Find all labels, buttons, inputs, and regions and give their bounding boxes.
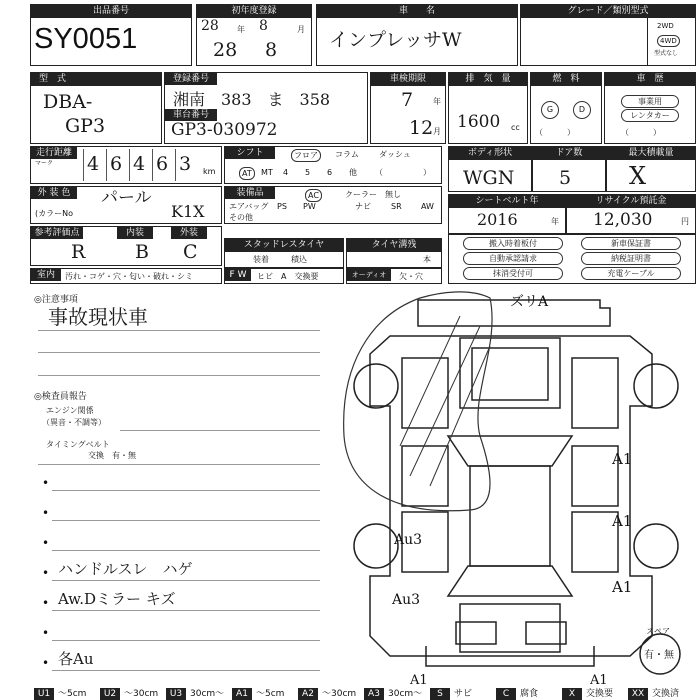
grade-label: グレード／類別型式 — [521, 5, 695, 18]
windshield — [448, 436, 572, 466]
legend-key: A3 — [364, 688, 384, 700]
inspector-label: ◎検査員報告 — [34, 392, 87, 402]
drive-type-divider — [647, 18, 648, 65]
note-line — [38, 464, 320, 465]
equipment-item: AW — [421, 202, 434, 211]
note-line — [120, 430, 320, 431]
first-reg-era: 28 — [201, 18, 219, 34]
recycle-unit: 円 — [681, 217, 689, 226]
tire-tread-unit: 本 — [423, 255, 431, 264]
inspection-month: 12 — [409, 117, 434, 139]
equipment-box — [224, 186, 442, 224]
wheel-front-left — [354, 364, 398, 408]
wheel-front-right — [634, 364, 678, 408]
bullet-dot: • — [42, 566, 50, 580]
displacement-value: 1600 — [457, 112, 501, 132]
tire-tread-label: タイヤ溝残 — [347, 239, 441, 252]
mileage-unit: km — [203, 167, 216, 176]
equipment-item: ナビ — [355, 202, 371, 211]
legend-value: 交換済 — [652, 689, 680, 699]
interior-score-value: B — [135, 241, 149, 263]
model-box — [30, 72, 162, 144]
bullet-text: ハンドルスレ ハゲ — [58, 560, 193, 578]
shift-option: 他 — [349, 168, 357, 177]
first-reg-era-2: 28 — [213, 39, 238, 61]
note-line — [38, 330, 320, 331]
seatbelt-box — [448, 194, 566, 234]
fuel-label: 燃 料 — [531, 73, 601, 86]
seatbelt-label: シートベルト年 — [449, 195, 565, 208]
note-line — [38, 375, 320, 376]
lot-number-label: 出品番号 — [31, 5, 191, 18]
drive-2wd: 2WD — [657, 22, 674, 30]
damage-mark: A1 — [612, 578, 633, 596]
model-value-2: GP3 — [65, 115, 106, 137]
inspection-year: 7 — [401, 89, 414, 111]
fuel-g-option: G — [541, 101, 559, 119]
note-line — [52, 550, 320, 551]
damage-mark: A1 — [612, 512, 633, 530]
equipment-label: 装備品 — [225, 187, 275, 199]
color-label: 外 装 色 — [31, 187, 77, 199]
shift-option: コラム — [335, 150, 359, 159]
legend-key: A1 — [232, 688, 252, 700]
right-fender — [572, 358, 618, 428]
timing-belt-label: タイミングベルト — [46, 440, 110, 449]
tire-tread-box — [346, 238, 442, 268]
recycle-value: 12,030 — [593, 210, 653, 230]
chassis-value: GP3-030972 — [171, 120, 278, 140]
doors-value: 5 — [559, 167, 572, 189]
damage-hatch — [400, 316, 490, 486]
drive-none: 型式なし — [654, 50, 679, 57]
first-reg-month: 8 — [259, 18, 268, 34]
first-reg-month-2: 8 — [265, 39, 278, 61]
legend-value: ～5cm — [256, 689, 285, 699]
note-line — [38, 352, 320, 353]
bullet-dot: • — [42, 476, 50, 490]
mileage-digit: 4 — [133, 153, 146, 175]
model-value-1: DBA- — [43, 91, 93, 113]
registration-box — [164, 72, 368, 144]
capacity-label: 最大積載量 — [607, 147, 695, 160]
doors-box — [532, 146, 606, 192]
first-reg-month-unit: 月 — [297, 25, 305, 34]
studless-mounted: 装着 — [253, 255, 269, 264]
legend-key: X — [562, 688, 582, 700]
legend-value: ～5cm — [58, 689, 87, 699]
damage-mark: A1 — [590, 673, 608, 686]
car-damage-diagram — [330, 286, 700, 686]
bullet-dot: • — [42, 656, 50, 670]
engine-label: エンジン関係 — [46, 406, 94, 415]
capacity-box — [606, 146, 696, 192]
ref-score-value: R — [71, 241, 86, 263]
studless-label: スタッドレスタイヤ — [225, 239, 343, 252]
shift-option: MT — [261, 168, 273, 177]
lot-id: SY0051 — [34, 23, 138, 55]
car-name-value: インプレッサW — [329, 29, 462, 51]
recycle-label: リサイクル預託金 — [567, 195, 695, 208]
equipment-item: PW — [303, 202, 316, 211]
hood-inner — [472, 348, 548, 400]
category-box — [604, 72, 696, 144]
rental-car: レンタカー — [621, 109, 679, 122]
studless-box — [224, 238, 344, 268]
mileage-digit: 6 — [110, 153, 123, 175]
legend-value: 腐食 — [520, 689, 539, 699]
capacity-value: X — [629, 162, 647, 190]
exterior-score-value: C — [183, 241, 198, 263]
legend-key: U3 — [166, 688, 186, 700]
displacement-unit: cc — [511, 123, 520, 132]
bullet-text: 各Au — [58, 650, 94, 668]
legend-value: 交換要 — [586, 689, 614, 699]
document-item: 充電ケーブル — [581, 267, 681, 280]
legend-key: S — [430, 688, 450, 700]
rear-window — [448, 566, 572, 596]
rating-box — [30, 226, 222, 266]
bullet-dot: • — [42, 536, 50, 550]
displacement-label: 排 気 量 — [449, 73, 527, 86]
legend-value: ～30cm — [322, 689, 357, 699]
wheel-rear-right — [634, 524, 678, 568]
bullet-dot: • — [42, 596, 50, 610]
body-type-value: WGN — [463, 167, 515, 189]
fuel-d-option: D — [573, 101, 591, 119]
shift-option: ダッシュ — [379, 150, 411, 159]
legend-key: XX — [628, 688, 648, 700]
ref-score-label: 参考評価点 — [31, 227, 83, 239]
timing-belt-value: 交換 有・無 — [88, 451, 136, 460]
mileage-digit: 6 — [156, 153, 169, 175]
mileage-digit: 4 — [87, 153, 100, 175]
trunk-panel — [460, 604, 560, 652]
document-item: 抹消受付可 — [463, 267, 563, 280]
note-line — [52, 610, 320, 611]
displacement-box — [448, 72, 528, 144]
equipment-item: PS — [277, 202, 287, 211]
windshield-box — [224, 268, 344, 284]
chassis-label: 車台番号 — [165, 109, 217, 121]
business-use: 事業用 — [621, 95, 679, 108]
shift-option: AT — [239, 167, 255, 180]
engine-sub: （異音・不調等） — [42, 418, 106, 427]
color-code-value: K1X — [171, 202, 205, 221]
category-label: 車 歴 — [605, 73, 695, 86]
bullet-dot: • — [42, 626, 50, 640]
inspection-box — [370, 72, 446, 144]
bullet-text: Aw.Dミラー キズ — [58, 590, 176, 608]
document-item: 搬入時着板付 — [463, 237, 563, 250]
inspection-label: 車検期限 — [371, 73, 445, 86]
equipment-item: AC — [305, 189, 322, 202]
interior-score-label: 内装 — [117, 227, 153, 239]
mileage-digit: 3 — [179, 153, 192, 175]
windshield-label: F W — [225, 269, 251, 281]
legend-value: サビ — [454, 689, 473, 699]
shift-box — [224, 146, 442, 184]
first-registration-box — [196, 4, 312, 66]
caution-label: ◎注意事項 — [34, 295, 78, 305]
roof — [470, 466, 550, 566]
inspection-year-unit: 年 — [433, 97, 441, 106]
damage-mark: Au3 — [394, 532, 423, 548]
mileage-mark: マーク — [35, 160, 54, 167]
damage-mark: Au3 — [392, 592, 421, 608]
reg-number-value: 湘南 383 ま 358 — [173, 90, 331, 109]
legend-key: A2 — [298, 688, 318, 700]
caution-text: 事故現状車 — [48, 305, 148, 329]
exterior-score-label: 外装 — [171, 227, 207, 239]
shift-option: フロア — [291, 149, 321, 162]
color-code-label: (カラーNo — [35, 209, 73, 218]
body-outline — [370, 336, 652, 656]
shift-option: 5 — [305, 168, 311, 177]
windshield-items: ヒビ A 交換要 — [257, 272, 319, 281]
interior-condition-box — [30, 268, 222, 284]
damage-mark: ズリA — [510, 294, 549, 310]
mileage-box — [30, 146, 222, 184]
legend-value: 30cm～ — [190, 689, 225, 699]
equipment-item: クーラー — [345, 190, 377, 199]
legend-value: 30cm～ — [388, 689, 423, 699]
color-value: パール — [101, 188, 152, 208]
audio-label: オーディオ — [347, 269, 391, 281]
doors-label: ドア数 — [533, 147, 605, 160]
damage-mark: A1 — [612, 450, 633, 468]
model-label: 型 式 — [31, 73, 161, 86]
body-type-label: ボディ形状 — [449, 147, 531, 160]
document-item: 納税証明書 — [581, 252, 681, 265]
note-line — [52, 670, 320, 671]
equipment-item: エアバッグ — [229, 202, 269, 211]
fuel-box — [530, 72, 602, 144]
document-item: 自動承認請求 — [463, 252, 563, 265]
inspection-month-unit: 月 — [433, 127, 441, 136]
category-paren: （ ） — [621, 128, 661, 137]
shift-paren: （ ） — [375, 168, 431, 177]
note-line — [52, 640, 320, 641]
document-item: 新車保証書 — [581, 237, 681, 250]
bullet-dot: • — [42, 506, 50, 520]
studless-loaded: 積込 — [291, 255, 307, 264]
note-line — [52, 490, 320, 491]
reg-number-label: 登録番号 — [165, 73, 217, 85]
spare-label: スペア — [646, 627, 670, 636]
audio-items: 欠・穴 — [399, 272, 423, 281]
shift-label: シフト — [225, 147, 275, 159]
audio-box — [346, 268, 442, 284]
drive-4wd: 4WD — [657, 35, 680, 47]
shift-option: 4 — [283, 168, 289, 177]
equipment-other: その他 — [229, 213, 253, 222]
color-box — [30, 186, 222, 224]
mileage-label: 走行距離 — [31, 147, 77, 159]
seatbelt-year: 2016 — [477, 210, 518, 229]
first-reg-year-unit: 年 — [237, 25, 245, 34]
seatbelt-year-unit: 年 — [551, 217, 559, 226]
interior-condition-items: 汚れ・コゲ・穴・匂い・破れ・シミ — [65, 272, 193, 281]
note-line — [52, 520, 320, 521]
legend-value: ～30cm — [124, 689, 159, 699]
fuel-paren: （ ） — [535, 128, 575, 137]
grade-box — [520, 4, 696, 66]
legend-key: C — [496, 688, 516, 700]
front-left-door — [402, 446, 448, 506]
car-name-label: 車 名 — [317, 5, 517, 18]
legend-key: U1 — [34, 688, 54, 700]
wheel-rear-left — [354, 524, 398, 568]
equipment-item: SR — [391, 202, 402, 211]
documents-box — [448, 234, 696, 284]
first-registration-label: 初年度登録 — [197, 5, 311, 18]
interior-condition-label: 室内 — [31, 269, 61, 281]
car-name-box — [316, 4, 518, 66]
note-line — [52, 580, 320, 581]
equipment-item: 無し — [385, 190, 401, 199]
damage-mark: A1 — [410, 673, 428, 686]
tail-lamp-left — [456, 622, 496, 644]
body-type-box — [448, 146, 532, 192]
recycle-box — [566, 194, 696, 234]
shift-option: 6 — [327, 168, 333, 177]
legend-key: U2 — [100, 688, 120, 700]
spare-value: 有・無 — [644, 650, 674, 661]
